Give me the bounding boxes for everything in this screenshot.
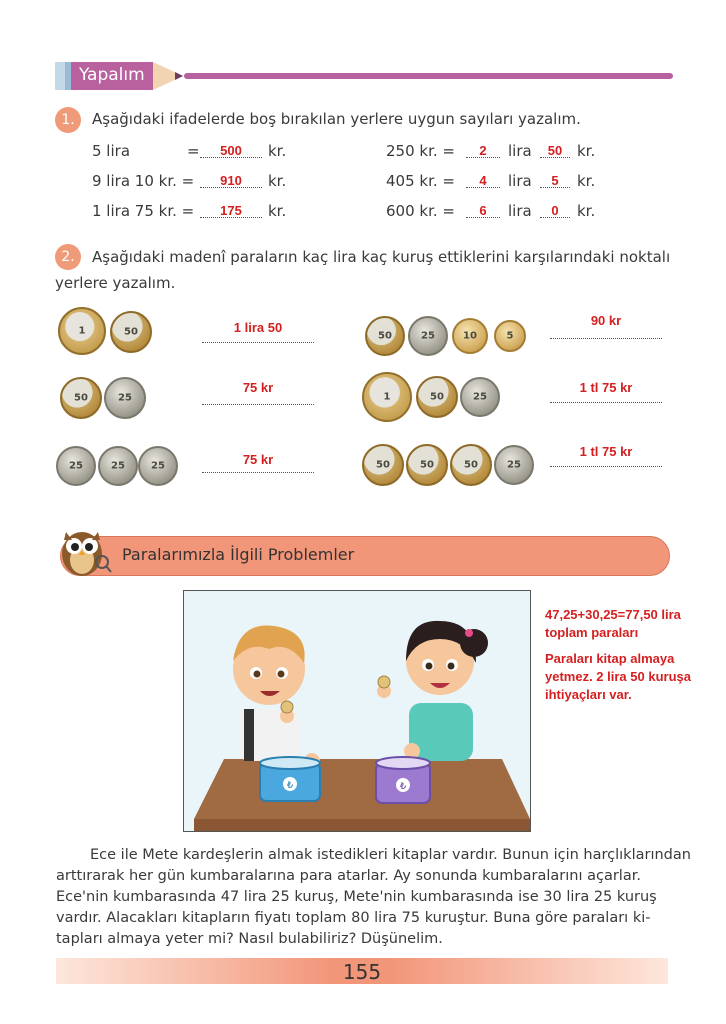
coin-answer-5: 1 tl 75 kr: [579, 380, 633, 395]
coin-50-kurus-icon: [406, 444, 448, 486]
coin-value: 10: [463, 330, 477, 342]
unit-label: kr.: [268, 142, 287, 160]
coin-value: 25: [421, 330, 435, 342]
answer-value: 6: [479, 203, 487, 218]
coin-value: 25: [69, 460, 83, 472]
answer-line: [550, 462, 662, 467]
question-1-instruction: Aşağıdaki ifadelerde boş bırakılan yerlere uygun sayıları yazalım.: [92, 110, 581, 128]
header-title: Yapalım: [79, 65, 145, 85]
coin-1-lira-icon: [58, 307, 106, 355]
q1-right-row-1: 250 kr. =: [386, 142, 455, 160]
coin-value: 25: [507, 459, 521, 471]
answer-line: [202, 468, 314, 473]
answer-blank: [466, 170, 500, 188]
coin-50-kurus-icon: [60, 377, 102, 419]
pencil-icon: [55, 60, 675, 92]
coin-answer-6: 1 tl 75 kr: [579, 444, 633, 459]
lira-symbol: ₺: [399, 781, 407, 792]
answer-value: 5: [551, 173, 559, 188]
answer-blank: [200, 200, 262, 218]
coin-50-kurus-icon: [365, 316, 405, 356]
coin-50-kurus-icon: [450, 444, 492, 486]
coin-value: 50: [378, 330, 392, 342]
q1-left-row-2: 9 lira 10 kr. =: [92, 172, 195, 190]
answer-value: 500: [220, 143, 242, 158]
answer-blank: [200, 140, 262, 158]
yapalim-header: [55, 60, 675, 92]
question-2-instruction-line1: Aşağıdaki madenî paraların kaç lira kaç kuruş ettiklerini karşılarındaki noktalı: [92, 248, 671, 266]
coin-25-kurus-icon: [56, 446, 96, 486]
coin-answer-3: 75 kr: [242, 452, 274, 467]
coin-answer-4: 90 kr: [590, 313, 622, 328]
coin-25-kurus-icon: [138, 446, 178, 486]
side-note-line: Paraları kitap almaya: [545, 651, 675, 666]
coin-value: 5: [506, 330, 514, 342]
unit-label: kr.: [268, 172, 287, 190]
answer-blank: [540, 170, 570, 188]
answer-blank: [466, 200, 500, 218]
coin-answer-1: 1 lira 50: [233, 320, 283, 335]
coin-answer-2: 75 kr: [242, 380, 274, 395]
unit-label: kr.: [577, 202, 596, 220]
lira-symbol: ₺: [286, 780, 294, 791]
lira-label: lira: [508, 142, 532, 160]
q1-left-row-3: 1 lira 75 kr. =: [92, 202, 195, 220]
coin-50-kurus-icon: [362, 444, 404, 486]
problem-line-2: arttırarak her gün kumbaralarına para atarlar. Ay sonunda kumbaralarını açarlar.: [56, 868, 641, 884]
coin-50-kurus-icon: [110, 311, 152, 353]
coin-value: 25: [473, 391, 487, 403]
q1-right-row-3: 600 kr. =: [386, 202, 455, 220]
unit-label: kr.: [577, 172, 596, 190]
answer-value: 175: [220, 203, 242, 218]
side-note-line: yetmez. 2 lira 50 kuruşa: [545, 669, 691, 684]
unit-label: kr.: [268, 202, 287, 220]
question-2-instruction-line2: yerlere yazalım.: [55, 274, 176, 292]
answer-line: [202, 400, 314, 405]
coin-value: 50: [420, 459, 434, 471]
q1-left-row-1: [92, 142, 130, 160]
coin-value: 1: [383, 391, 391, 403]
side-note-line: toplam paraları: [545, 625, 639, 640]
coin-value: 50: [376, 459, 390, 471]
coin-1-lira-icon: [362, 372, 412, 422]
coin-value: 50: [464, 459, 478, 471]
side-note-line: 47,25+30,25=77,50 lira: [545, 607, 681, 622]
answer-value: 0: [551, 203, 559, 218]
coin-5-kurus-icon: [494, 320, 526, 352]
coin-25-kurus-icon: [494, 445, 534, 485]
coin-value: 1: [78, 325, 86, 337]
children-with-piggy-banks-illustration: [184, 591, 530, 831]
lira-label: lira: [508, 172, 532, 190]
row-label: 5 lira: [92, 142, 131, 160]
coin-value: 25: [118, 392, 132, 404]
answer-value: 50: [547, 143, 563, 158]
coin-value: 50: [74, 392, 88, 404]
answer-value: 4: [479, 173, 487, 188]
answer-value: 910: [220, 173, 242, 188]
answer-blank: [466, 140, 500, 158]
answer-blank: [540, 140, 570, 158]
problem-line-4: vardır. Alacakları kitapların fiyatı toplam 80 lira 75 kuruştur. Buna göre paraları ki-: [56, 910, 651, 926]
q1-left-row-1-eq: =: [187, 142, 200, 160]
side-note: [545, 606, 725, 704]
q1-right-row-2: 405 kr. =: [386, 172, 455, 190]
problem-line-5: tapları almaya yeter mi? Nasıl bulabiliriz? Düşünelim.: [56, 931, 443, 947]
page-number: 155: [342, 960, 382, 984]
coin-50-kurus-icon: [416, 376, 458, 418]
problem-line-1: Ece ile Mete kardeşlerin almak istedikleri kitaplar vardır. Bunun için harçlıklarından: [90, 847, 691, 863]
illustration-frame: [183, 590, 531, 832]
coin-value: 50: [124, 326, 138, 338]
coin-25-kurus-icon: [408, 316, 448, 356]
section-title: Paralarımızla İlgili Problemler: [122, 545, 355, 564]
side-note-line: ihtiyaçları var.: [545, 687, 632, 702]
answer-blank: [540, 200, 570, 218]
coin-value: 25: [111, 460, 125, 472]
answer-blank: [200, 170, 262, 188]
coin-25-kurus-icon: [98, 446, 138, 486]
answer-line: [202, 338, 314, 343]
question-number-1: 1.: [55, 107, 81, 133]
coin-value: 50: [430, 391, 444, 403]
owl-icon: [54, 520, 114, 580]
lira-label: lira: [508, 202, 532, 220]
coin-value: 25: [151, 460, 165, 472]
coin-25-kurus-icon: [460, 377, 500, 417]
coin-10-kurus-icon: [452, 318, 488, 354]
answer-line: [550, 398, 662, 403]
unit-label: kr.: [577, 142, 596, 160]
coin-25-kurus-icon: [104, 377, 146, 419]
answer-value: 2: [479, 143, 487, 158]
answer-line: [550, 334, 662, 339]
question-number-2: 2.: [55, 244, 81, 270]
problem-line-3: Ece'nin kumbarasında 47 lira 25 kuruş, Mete'nin kumbarasında ise 30 lira 25 kuruş: [56, 889, 657, 905]
